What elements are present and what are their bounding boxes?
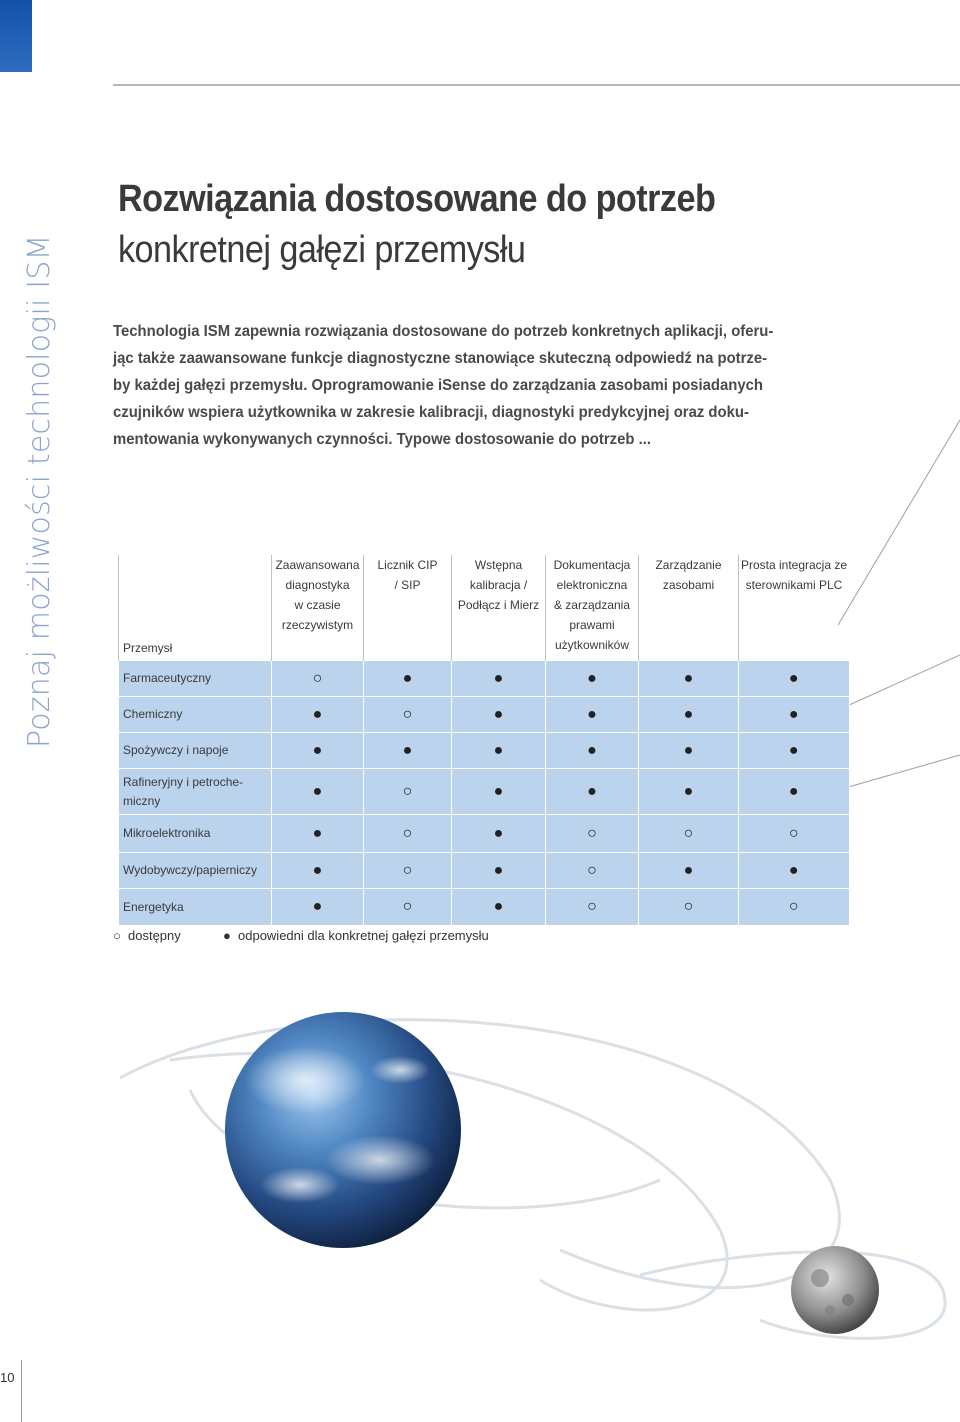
industry-label: Chemiczny xyxy=(119,697,272,733)
industry-label: Mikroelektronika xyxy=(119,815,272,853)
page-subtitle: konkretnej gałęzi przemysłu xyxy=(118,229,526,271)
industry-label: Farmaceutyczny xyxy=(119,661,272,697)
marker-cell: ○ xyxy=(546,815,639,853)
intro-line: Technologia ISM zapewnia rozwiązania dostosowane do potrzeb konkretnych aplikacji, oferu- xyxy=(113,323,774,340)
marker-cell: ● xyxy=(739,853,850,889)
marker-cell: ○ xyxy=(364,769,452,815)
page-number-rule xyxy=(21,1360,22,1422)
intro-line: czujników wspiera użytkownika w zakresie kalibracji, diagnostyki predykcyjnej oraz doku- xyxy=(113,404,749,421)
marker-cell: ● xyxy=(452,769,546,815)
legend-open-symbol: ○ xyxy=(113,928,121,943)
marker-cell: ● xyxy=(272,815,364,853)
orbit-rings xyxy=(120,1020,945,1339)
intro-line: by każdej gałęzi przemysłu. Oprogramowanie iSense do zarządzania zasobami posiadanych xyxy=(113,377,763,394)
marker-cell: ● xyxy=(639,733,739,769)
connector-lines xyxy=(838,420,960,790)
page-number: 10 xyxy=(0,1370,15,1385)
industry-label: Rafineryjny i petroche- miczny xyxy=(119,769,272,815)
marker-cell: ● xyxy=(639,697,739,733)
marker-cell: ● xyxy=(452,697,546,733)
marker-cell: ○ xyxy=(546,889,639,926)
industry-label: Spożywczy i napoje xyxy=(119,733,272,769)
ism-industry-table xyxy=(118,555,850,926)
column-header: Licznik CIP / SIP xyxy=(364,555,452,661)
marker-cell: ○ xyxy=(639,889,739,926)
table-row xyxy=(119,733,850,769)
table-row xyxy=(119,853,850,889)
earth-globe xyxy=(225,1012,461,1248)
marker-cell: ● xyxy=(739,769,850,815)
marker-cell: ● xyxy=(272,889,364,926)
corner-header: Przemysł xyxy=(119,555,272,661)
marker-cell: ● xyxy=(546,769,639,815)
marker-cell: ○ xyxy=(364,815,452,853)
marker-cell: ● xyxy=(272,697,364,733)
intro-paragraph xyxy=(113,318,833,453)
marker-cell: ● xyxy=(452,733,546,769)
marker-cell: ● xyxy=(364,733,452,769)
marker-cell: ● xyxy=(546,697,639,733)
industry-label: Energetyka xyxy=(119,889,272,926)
marker-cell: ○ xyxy=(739,889,850,926)
marker-cell: ● xyxy=(639,769,739,815)
marker-cell: ○ xyxy=(546,853,639,889)
column-header: Zarządzanie zasobami xyxy=(639,555,739,661)
marker-cell: ○ xyxy=(364,889,452,926)
table-header-row xyxy=(119,555,850,661)
marker-cell: ● xyxy=(639,853,739,889)
vertical-section-title: Poznaj możliwości technologii ISM xyxy=(22,234,57,748)
table-row xyxy=(119,889,850,926)
marker-cell: ● xyxy=(546,661,639,697)
column-header: Dokumentacja elektroniczna & zarządzania prawami użytkowników xyxy=(546,555,639,661)
marker-cell: ○ xyxy=(364,853,452,889)
column-header: Wstępna kalibracja / Podłącz i Mierz xyxy=(452,555,546,661)
marker-cell: ● xyxy=(546,733,639,769)
marker-cell: ● xyxy=(272,853,364,889)
marker-cell: ● xyxy=(272,769,364,815)
legend-filled-symbol: ● xyxy=(223,928,231,943)
legend-filled-label: odpowiedni dla konkretnej gałęzi przemysłu xyxy=(238,928,489,943)
column-header: Prosta integracja ze sterownikami PLC xyxy=(739,555,850,661)
side-color-bar xyxy=(0,0,32,72)
marker-cell: ○ xyxy=(272,661,364,697)
marker-cell: ● xyxy=(272,733,364,769)
column-header: Zaawansowana diagnostyka w czasie rzeczywistym xyxy=(272,555,364,661)
page-title: Rozwiązania dostosowane do potrzeb xyxy=(118,178,716,220)
table-row xyxy=(119,769,850,815)
marker-cell: ● xyxy=(452,661,546,697)
marker-cell: ○ xyxy=(739,815,850,853)
marker-cell: ○ xyxy=(364,697,452,733)
marker-cell: ● xyxy=(452,889,546,926)
table-row xyxy=(119,815,850,853)
legend-open-label: dostępny xyxy=(128,928,181,943)
industry-label: Wydobywczy/papierniczy xyxy=(119,853,272,889)
marker-cell: ● xyxy=(452,853,546,889)
marker-cell: ● xyxy=(739,733,850,769)
moon-sphere xyxy=(791,1246,879,1334)
table-row xyxy=(119,661,850,697)
marker-cell: ● xyxy=(739,661,850,697)
marker-cell: ○ xyxy=(639,815,739,853)
intro-line: mentowania wykonywanych czynności. Typowe dostosowanie do potrzeb ... xyxy=(113,431,651,448)
table-row xyxy=(119,697,850,733)
marker-cell: ● xyxy=(452,815,546,853)
marker-cell: ● xyxy=(639,661,739,697)
intro-line: jąc także zaawansowane funkcje diagnostyczne stanowiące skuteczną odpowiedź na potrze- xyxy=(113,350,768,367)
top-divider xyxy=(113,84,960,86)
marker-cell: ● xyxy=(739,697,850,733)
marker-cell: ● xyxy=(364,661,452,697)
